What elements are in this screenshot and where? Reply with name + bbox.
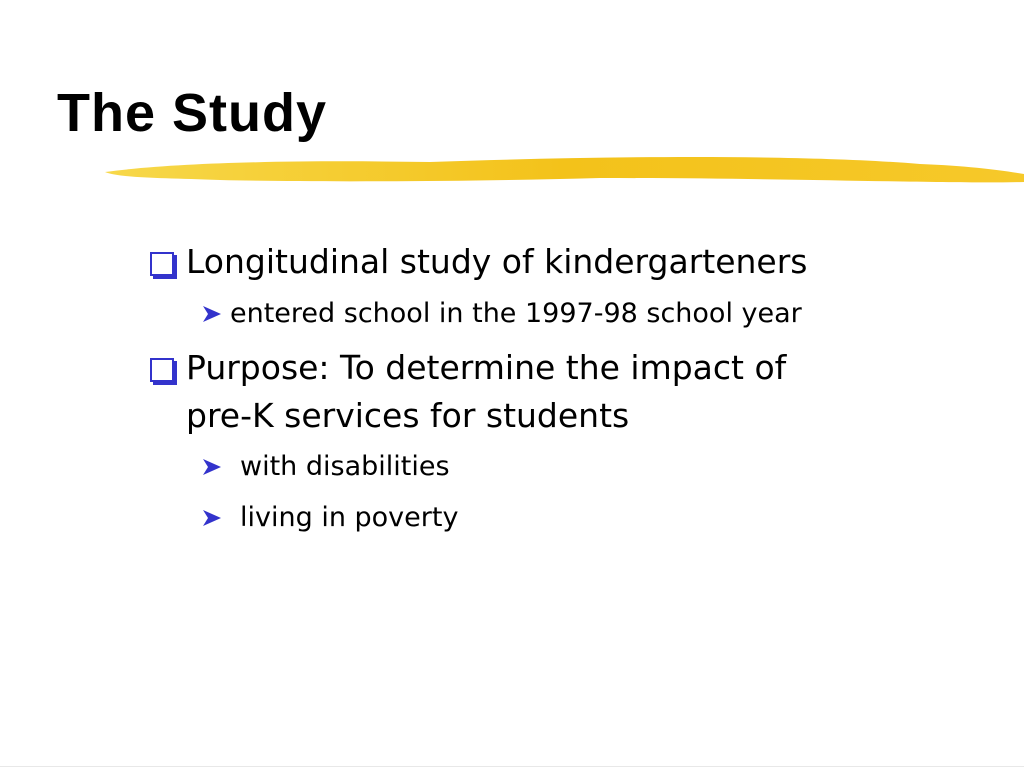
arrow-bullet-icon: [202, 458, 222, 476]
arrow-bullet-icon: [202, 305, 222, 323]
sub-bullet-text: living in poverty: [240, 502, 459, 533]
bullet-1-text: Longitudinal study of kindergarteners: [186, 242, 808, 281]
sub-bullet-text: entered school in the 1997-98 school year: [230, 298, 802, 329]
square-bullet-icon: [150, 252, 174, 276]
divider: [0, 766, 1024, 767]
arrow-bullet-icon: [202, 509, 222, 527]
sub-bullet-text: with disabilities: [240, 451, 450, 482]
bullet-2-text: Purpose: To determine the impact of: [186, 348, 787, 387]
yellow-brush-underline: [100, 148, 1024, 193]
slide-title: The Study: [57, 83, 328, 143]
square-bullet-icon: [150, 358, 174, 382]
bullet-2-text-cont: pre-K services for students: [186, 396, 630, 435]
